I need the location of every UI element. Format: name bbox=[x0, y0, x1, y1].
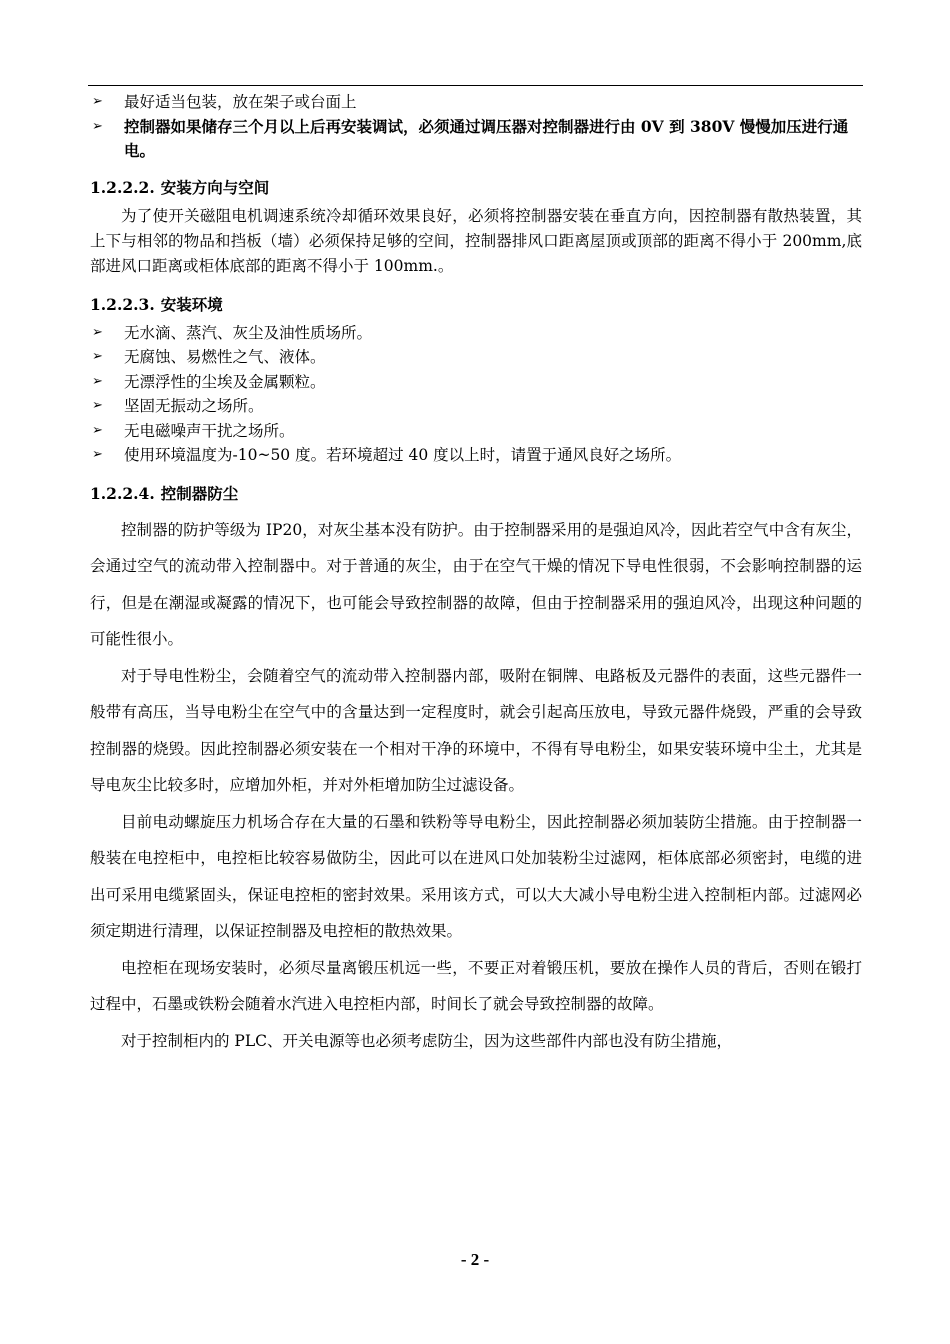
section-number: 1.2.2.2. bbox=[90, 177, 155, 197]
paragraph: 控制器的防护等级为 IP20，对灰尘基本没有防护。由于控制器采用的是强迫风冷，因此若空气中含有灰尘，会通过空气的流动带入控制器中。对于普通的灰尘，由于在空气干燥的情况下导电性很弱，不会影响控制器的运行，但是在潮湿或凝露的情况下，也可能会导致控制器的故障，但由于控制器采用的强迫风冷，出现这种问题的可能性很小。 bbox=[90, 520, 862, 648]
list-item-text: 控制器如果储存三个月以上后再安装调试，必须通过调压器对控制器进行由 0V 到 380V 慢慢加压进行通电。 bbox=[124, 116, 849, 160]
page-content bbox=[90, 90, 862, 1059]
arrow-bullet-icon: ➢ bbox=[92, 349, 103, 364]
list-item-text: 使用环境温度为-10~50 度。若环境超过 40 度以上时，请置于通风良好之场所。 bbox=[124, 446, 682, 464]
environment-bullet-list bbox=[90, 321, 862, 468]
paragraph: 为了使开关磁阻电机调速系统冷却循环效果良好，必须将控制器安装在垂直方向，因控制器有散热装置，其上下与相邻的物品和挡板（墙）必须保持足够的空间，控制器排风口距离屋顶或顶部的距离不得小于 200mm,底部进风口距离或柜体底部的距离不得小于 100mm.。 bbox=[90, 206, 862, 275]
paragraph: 对于导电性粉尘，会随着空气的流动带入控制器内部，吸附在铜牌、电路板及元器件的表面，这些元器件一般带有高压，当导电粉尘在空气中的含量达到一定程度时，就会引起高压放电，导致元器件烧毁，严重的会导致控制器的烧毁。因此控制器必须安装在一个相对干净的环境中，不得有导电粉尘，如果安装环境中尘土，尤其是导电灰尘比较多时，应增加外柜，并对外柜增加防尘过滤设备。 bbox=[90, 666, 862, 794]
paragraph: 电控柜在现场安装时，必须尽量离锻压机远一些，不要正对着锻压机，要放在操作人员的背后，否则在锻打过程中，石墨或铁粉会随着水汽进入电控柜内部，时间长了就会导致控制器的故障。 bbox=[90, 958, 862, 1013]
list-item-text: 无漂浮性的尘埃及金属颗粒。 bbox=[124, 372, 326, 391]
header-rule bbox=[88, 85, 863, 86]
arrow-bullet-icon: ➢ bbox=[92, 422, 103, 438]
section-title: 控制器防尘 bbox=[160, 483, 239, 503]
list-item-text: 坚固无振动之场所。 bbox=[124, 397, 264, 415]
paragraph: 目前电动螺旋压力机场合存在大量的石墨和铁粉等导电粉尘，因此控制器必须加装防尘措施。由于控制器一般装在电控柜中，电控柜比较容易做防尘，因此可以在进风口处加装粉尘过滤网，柜体底部必须密封，电缆的进出可采用电缆紧固头，保证电控柜的密封效果。采用该方式，可以大大减小导电粉尘进入控制柜内部。过滤网必须定期进行清理，以保证控制器及电控柜的散热效果。 bbox=[90, 812, 862, 940]
dust-paragraphs bbox=[90, 512, 862, 1060]
section-heading-1224 bbox=[90, 482, 862, 506]
page-number: - 2 - bbox=[460, 1250, 490, 1269]
list-item bbox=[90, 345, 862, 370]
section-heading-1223 bbox=[90, 293, 862, 317]
arrow-bullet-icon: ➢ bbox=[92, 94, 103, 109]
list-item bbox=[90, 394, 862, 419]
list-item bbox=[90, 370, 862, 395]
arrow-bullet-icon: ➢ bbox=[92, 324, 103, 340]
storage-bullet-list bbox=[90, 90, 862, 164]
section-title: 安装环境 bbox=[160, 294, 223, 314]
arrow-bullet-icon: ➢ bbox=[92, 373, 103, 389]
list-item bbox=[90, 90, 862, 115]
paragraph: 对于控制柜内的 PLC、开关电源等也必须考虑防尘，因为这些部件内部也没有防尘措施， bbox=[121, 1031, 733, 1050]
arrow-bullet-icon: ➢ bbox=[92, 398, 103, 413]
list-item-text: 无电磁噪声干扰之场所。 bbox=[124, 421, 295, 440]
arrow-bullet-icon: ➢ bbox=[92, 447, 103, 462]
list-item bbox=[90, 115, 862, 164]
section-number: 1.2.2.4. bbox=[90, 483, 155, 503]
list-item-text: 无腐蚀、易燃性之气、液体。 bbox=[124, 348, 326, 366]
list-item bbox=[90, 321, 862, 346]
list-item bbox=[90, 443, 862, 468]
list-item bbox=[90, 419, 862, 444]
section-heading-1222 bbox=[90, 176, 862, 200]
section-number: 1.2.2.3. bbox=[90, 294, 155, 314]
section-title: 安装方向与空间 bbox=[160, 177, 270, 197]
list-item-text: 无水滴、蒸汽、灰尘及油性质场所。 bbox=[124, 323, 373, 342]
arrow-bullet-icon: ➢ bbox=[92, 118, 103, 134]
list-item-text: 最好适当包装，放在架子或台面上 bbox=[124, 93, 357, 111]
